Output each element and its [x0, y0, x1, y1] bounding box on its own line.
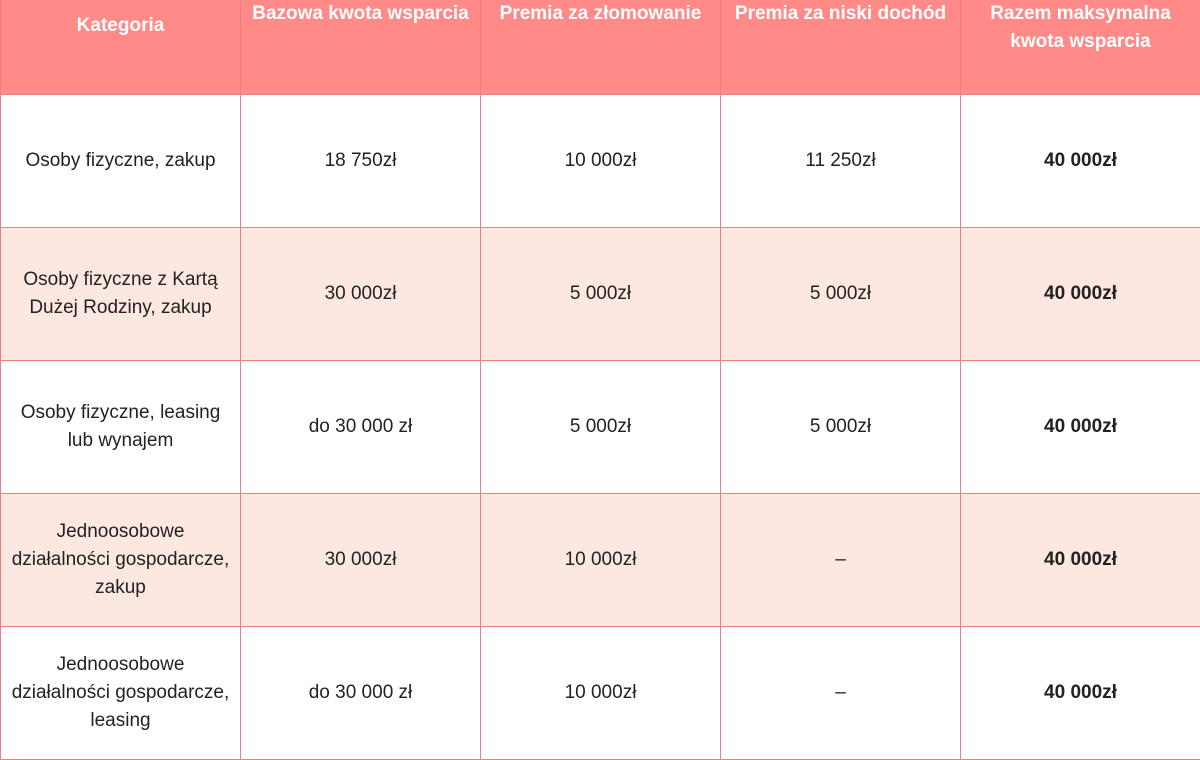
- cell-base: 30 000zł: [241, 228, 481, 361]
- header-low-income-bonus: Premia za niski dochód: [721, 0, 961, 95]
- table-row: [1, 228, 1200, 361]
- table-row: [1, 494, 1200, 627]
- cell-category: Jednoosobowe działalności gospodarcze, leasing: [1, 627, 241, 760]
- cell-low-income: –: [721, 627, 961, 760]
- cell-total: 40 000zł: [961, 494, 1200, 627]
- cell-low-income: 5 000zł: [721, 228, 961, 361]
- cell-scrap: 5 000zł: [481, 361, 721, 494]
- cell-base: 30 000zł: [241, 494, 481, 627]
- cell-total: 40 000zł: [961, 361, 1200, 494]
- cell-total: 40 000zł: [961, 228, 1200, 361]
- cell-total: 40 000zł: [961, 627, 1200, 760]
- cell-scrap: 10 000zł: [481, 627, 721, 760]
- cell-base: do 30 000 zł: [241, 361, 481, 494]
- cell-scrap: 5 000zł: [481, 228, 721, 361]
- cell-category: Osoby fizyczne, leasing lub wynajem: [1, 361, 241, 494]
- header-total-max: Razem maksymalna kwota wsparcia: [961, 0, 1200, 95]
- header-base-amount: Bazowa kwota wsparcia: [241, 0, 481, 95]
- cell-category: Osoby fizyczne z Kartą Dużej Rodziny, zakup: [1, 228, 241, 361]
- cell-base: 18 750zł: [241, 95, 481, 228]
- cell-low-income: –: [721, 494, 961, 627]
- table-row: [1, 95, 1200, 228]
- table-row: [1, 361, 1200, 494]
- cell-category: Osoby fizyczne, zakup: [1, 95, 241, 228]
- cell-low-income: 11 250zł: [721, 95, 961, 228]
- cell-scrap: 10 000zł: [481, 95, 721, 228]
- table-row: [1, 627, 1200, 760]
- table-header-row: [1, 0, 1200, 95]
- header-scrap-bonus: Premia za złomowanie: [481, 0, 721, 95]
- cell-scrap: 10 000zł: [481, 494, 721, 627]
- cell-low-income: 5 000zł: [721, 361, 961, 494]
- header-category: Kategoria: [1, 0, 241, 95]
- cell-base: do 30 000 zł: [241, 627, 481, 760]
- cell-total: 40 000zł: [961, 95, 1200, 228]
- cell-category: Jednoosobowe działalności gospodarcze, zakup: [1, 494, 241, 627]
